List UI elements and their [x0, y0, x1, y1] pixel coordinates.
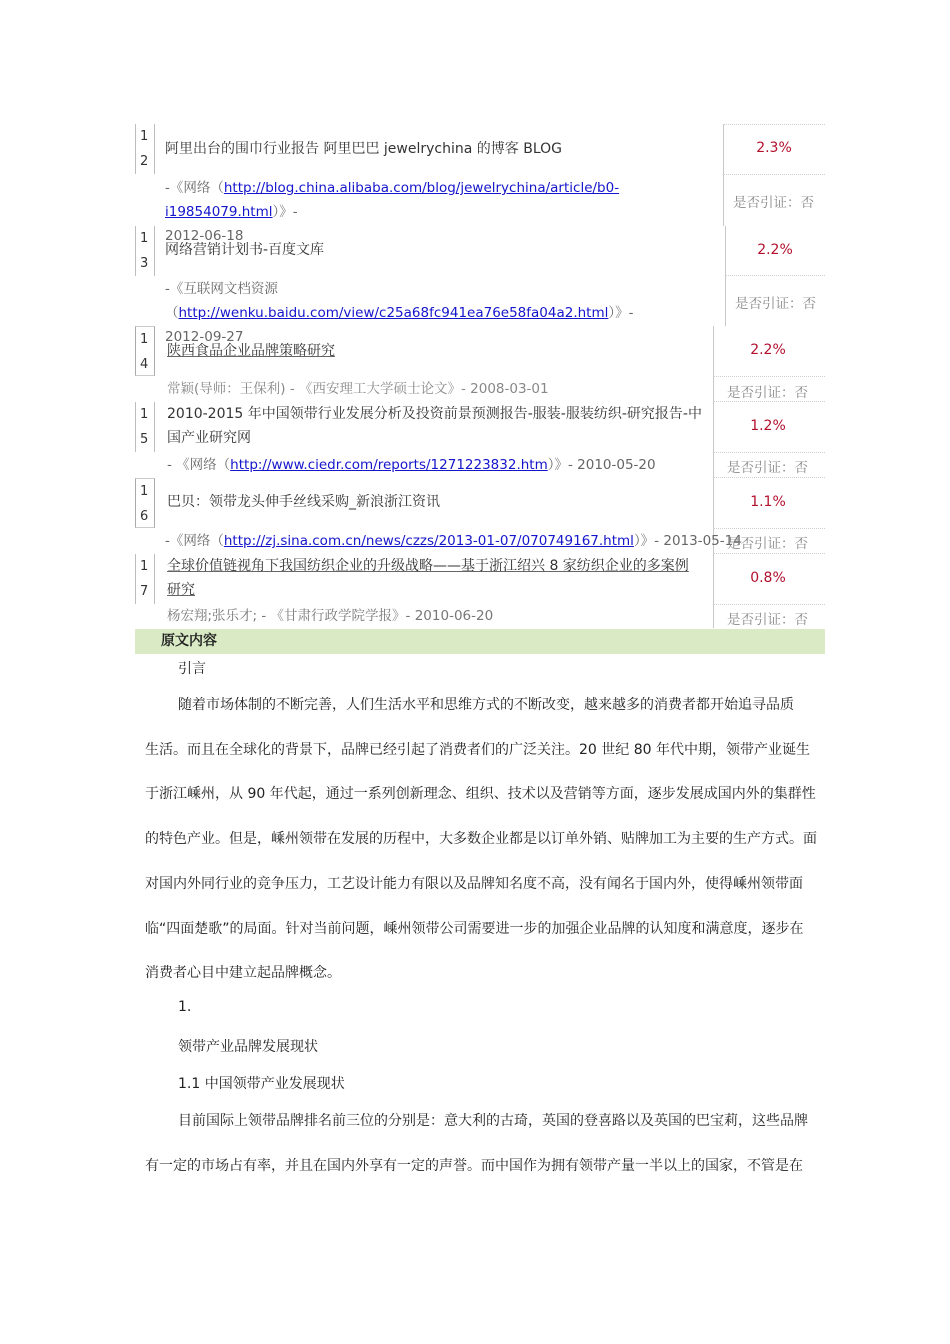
- similarity-percent: 1.2%: [750, 418, 786, 434]
- entry-number-digit: 1: [140, 407, 149, 422]
- entry-title[interactable]: [167, 554, 712, 602]
- row-divider: [713, 477, 825, 478]
- paragraph-line: 生活。而且在全球化的背景下，品牌已经引起了消费者们的广泛关注。20 世纪 80 年代中期，领带产业诞生: [145, 742, 810, 758]
- paragraph-line: 临“四面楚歌”的局面。针对当前问题，嵊州领带公司需要进一步的加强企业品牌的认知度和满意度，逐步在: [145, 921, 804, 937]
- entry-number-digit: 5: [140, 432, 149, 447]
- meta-suffix: ）》-: [608, 305, 634, 321]
- entry-number-digit: 1: [140, 484, 149, 499]
- column-divider: [725, 226, 726, 326]
- meta-date: 2012-06-18: [165, 228, 244, 244]
- meta-prefix: -《网络（: [165, 180, 224, 196]
- row-divider: [713, 452, 825, 453]
- similarity-percent: 2.3%: [756, 140, 792, 156]
- citation-status: 是否引证：否: [735, 296, 816, 312]
- entry-number: [135, 326, 155, 376]
- entry-meta: 常颖(导师：王保利) - 《西安理工大学硕士论文》- 2008-03-01: [167, 381, 549, 397]
- similarity-percent: 1.1%: [750, 494, 786, 510]
- entry-title-line: 2010-2015 年中国领带行业发展分析及投资前景预测报告-服装-服装纺织-研究报告-中: [167, 406, 702, 422]
- entry-number-digit: 4: [140, 357, 149, 372]
- entry-number-digit: 1: [140, 332, 149, 347]
- entry-number-digit: 6: [140, 509, 149, 524]
- paragraph-line: 于浙江嵊州，从 90 年代起，通过一系列创新理念、组织、技术以及营销等方面，逐步发展成国内外的集群性: [145, 786, 816, 802]
- entry-number-digit: 1: [140, 559, 149, 574]
- row-divider: [713, 604, 825, 605]
- entry-number: [135, 554, 155, 604]
- entry-meta: [167, 453, 656, 477]
- citation-status: 是否引证：否: [727, 536, 808, 552]
- citation-status: 是否引证：否: [733, 195, 814, 211]
- entry-number-digit: 1: [140, 231, 149, 246]
- entry-link[interactable]: http://wenku.baidu.com/view/c25a68fc941ea76e58fa04a2.html: [178, 305, 609, 321]
- entry-link[interactable]: http://zj.sina.com.cn/news/czzs/2013-01-07/070749167.html: [223, 533, 634, 549]
- entry-number-digit: 1: [140, 129, 149, 144]
- entry-number: [135, 478, 155, 528]
- section-header: 原文内容: [135, 629, 825, 654]
- section-number: 1.: [178, 999, 192, 1015]
- citation-status: 是否引证：否: [727, 385, 808, 401]
- meta-prefix: - 《网络（: [167, 457, 231, 473]
- meta-suffix: ）》-: [272, 204, 298, 220]
- entry-link[interactable]: http://blog.china.alibaba.com/blog/jewelrychina/article/b0-i19854079.html: [165, 180, 620, 220]
- entry-number: [135, 124, 155, 174]
- citation-status: 是否引证：否: [727, 460, 808, 476]
- entry-title-line: 全球价值链视角下我国纺织企业的升级战略——基于浙江绍兴 8 家纺织企业的多案例: [167, 558, 689, 574]
- row-divider: [723, 174, 825, 175]
- entry-title-line: 国产业研究网: [167, 430, 251, 446]
- meta-date: 2012-09-27: [165, 329, 244, 345]
- entry-number-digit: 2: [140, 154, 149, 169]
- row-divider: [713, 553, 825, 554]
- meta-prefix: -《互联网文档资源（: [165, 281, 278, 321]
- entry-title[interactable]: 巴贝：领带龙头伸手丝线采购_新浪浙江资讯: [167, 494, 440, 510]
- paragraph-line: 有一定的市场占有率，并且在国内外享有一定的声誉。而中国作为拥有领带产量一半以上的国家，不管是在: [145, 1158, 803, 1174]
- similarity-percent: 2.2%: [750, 342, 786, 358]
- intro-heading: 引言: [178, 661, 206, 677]
- entry-link[interactable]: http://www.ciedr.com/reports/1271223832.htm: [230, 457, 548, 473]
- similarity-percent: 0.8%: [750, 570, 786, 586]
- entry-number: [135, 402, 155, 452]
- row-divider: [723, 124, 825, 125]
- entry-title[interactable]: 阿里出台的围巾行业报告 阿里巴巴 jewelrychina 的博客 BLOG: [165, 141, 562, 157]
- entry-number-digit: 3: [140, 256, 149, 271]
- meta-prefix: -《网络（: [165, 533, 224, 549]
- row-divider: [725, 275, 825, 276]
- citation-status: 是否引证：否: [727, 612, 808, 628]
- paragraph-line: 消费者心目中建立起品牌概念。: [145, 965, 341, 981]
- entry-title[interactable]: 陕西食品企业品牌策略研究: [167, 343, 335, 359]
- paragraph-line: 随着市场体制的不断完善，人们生活水平和思维方式的不断改变，越来越多的消费者都开始追寻品质: [178, 697, 794, 713]
- paragraph-line: 对国内外同行业的竞争压力，工艺设计能力有限以及品牌知名度不高，没有闻名于国内外，使得嵊州领带面: [145, 876, 803, 892]
- entry-title[interactable]: 网络营销计划书-百度文库: [165, 242, 325, 258]
- row-divider: [713, 401, 825, 402]
- section-heading: 领带产业品牌发展现状: [178, 1039, 318, 1055]
- meta-suffix: ）》- 2010-05-20: [547, 457, 656, 473]
- meta-suffix: ）》- 2013-05-14: [633, 533, 742, 549]
- entry-number-digit: 7: [140, 584, 149, 599]
- entry-title[interactable]: [167, 402, 712, 450]
- similarity-percent: 2.2%: [757, 242, 793, 258]
- entry-meta: [165, 529, 742, 553]
- paragraph-line: 的特色产业。但是，嵊州领带在发展的历程中，大多数企业都是以订单外销、贴牌加工为主要的生产方式。面: [145, 831, 817, 847]
- paragraph-line: 目前国际上领带品牌排名前三位的分别是：意大利的古琦，英国的登喜路以及英国的巴宝莉，这些品牌: [178, 1113, 808, 1129]
- entry-title-line: 研究: [167, 582, 195, 598]
- subsection-heading: 1.1 中国领带产业发展现状: [178, 1076, 345, 1092]
- entry-meta: 杨宏翔;张乐才; - 《甘肃行政学院学报》- 2010-06-20: [167, 608, 494, 624]
- entry-number: [135, 226, 155, 276]
- row-divider: [713, 376, 825, 377]
